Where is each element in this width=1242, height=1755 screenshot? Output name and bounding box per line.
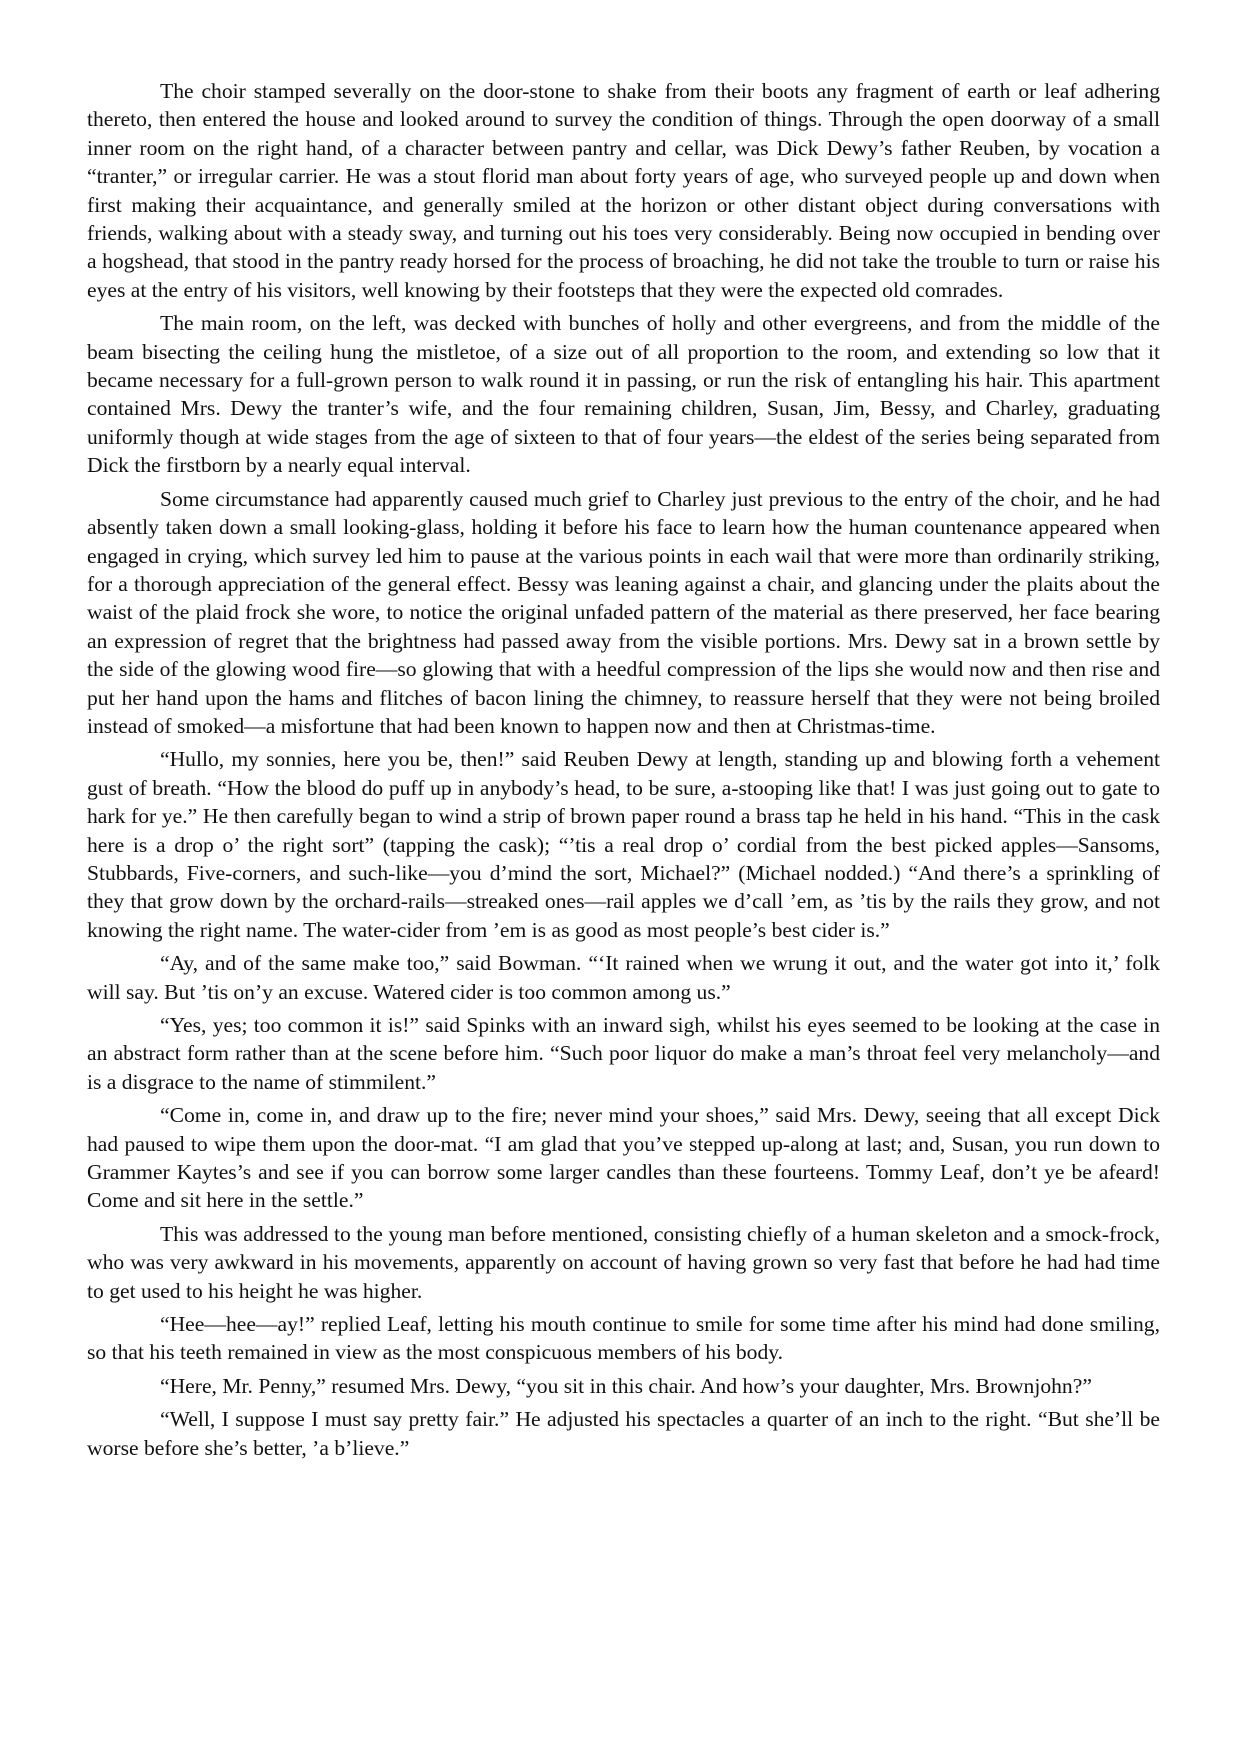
paragraph-spinks: “Yes, yes; too common it is!” said Spinks with an inward sigh, whilst his eyes seemed to be looking at the case in an abstract form rather than at the scene before him. “Such poor liquor do make a man’s throat feel very melancholy—and is a disgrace to the name of stimmilent.” bbox=[87, 1013, 1160, 1094]
paragraph-choir-enters: The choir stamped severally on the door-stone to shake from their boots any fragment of earth or leaf adhering thereto, then entered the house and looked around to survey the condition of things. Through the open doorway of a small inner room on the right hand, of a character between pantry and cellar, was Dick Dewy’s father Reuben, by vocation a “tranter,” or irregular carrier. He was a stout florid man about forty years of age, who surveyed people up and down when first making their acquaintance, and generally smiled at the horizon or other distant object during conversations with friends, walking about with a steady sway, and turning out his toes very considerably. Being now occupied in bending over a hogshead, that stood in the pantry ready horsed for the process of broaching, he did not take the trouble to turn or raise his eyes at the entry of his visitors, well knowing by their footsteps that they were the expected old comrades. bbox=[87, 79, 1160, 302]
paragraph-charley-bessy: Some circumstance had apparently caused much grief to Charley just previous to the entry of the choir, and he had absently taken down a small looking-glass, holding it before his face to learn how the human countenance appeared when engaged in crying, which survey led him to pause at the various points in each wail that were more than ordinarily striking, for a thorough appreciation of the general effect. Bessy was leaning against a chair, and glancing under the plaits about the waist of the plaid frock she wore, to notice the original unfaded pattern of the material as there preserved, her face bearing an expression of regret that the brightness had passed away from the visible portions. Mrs. Dewy sat in a brown settle by the side of the glowing wood fire—so glowing that with a heedful compression of the lips she would now and then rise and put her hand upon the hams and flitches of bacon lining the chimney, to reassure herself that they were not being broiled instead of smoked—a misfortune that had been known to happen now and then at Christmas-time. bbox=[87, 486, 1160, 738]
paragraph-bowman: “Ay, and of the same make too,” said Bowman. “‘It rained when we wrung it out, and the water got into it,’ folk will say. But ’tis on’y an excuse. Watered cider is too common among us.” bbox=[87, 951, 1160, 1004]
paragraph-leaf-reply: “Hee—hee—ay!” replied Leaf, letting his mouth continue to smile for some time after his mind had done smiling, so that his teeth remained in view as the most conspicuous members of his body. bbox=[87, 1312, 1160, 1365]
document-page bbox=[87, 77, 1160, 1467]
paragraph-main-room: The main room, on the left, was decked with bunches of holly and other evergreens, and from the middle of the beam bisecting the ceiling hung the mistletoe, of a size out of all proportion to the room, and extending so low that it became necessary for a full-grown person to walk round it in passing, or run the risk of entangling his hair. This apartment contained Mrs. Dewy the tranter’s wife, and the four remaining children, Susan, Jim, Bessy, and Charley, graduating uniformly though at wide stages from the age of sixteen to that of four years—the eldest of the series being separated from Dick the firstborn by a nearly equal interval. bbox=[87, 311, 1160, 478]
paragraph-penny-reply: “Well, I suppose I must say pretty fair.” He adjusted his spectacles a quarter of an inch to the right. “But she’ll be worse before she’s better, ’a b’lieve.” bbox=[87, 1407, 1160, 1460]
paragraph-mrs-dewy-welcome: “Come in, come in, and draw up to the fire; never mind your shoes,” said Mrs. Dewy, seeing that all except Dick had paused to wipe them upon the door-mat. “I am glad that you’ve stepped up-along at last; and, Susan, you run down to Grammer Kaytes’s and see if you can borrow some larger candles than these fourteens. Tommy Leaf, don’t ye be afeard! Come and sit here in the settle.” bbox=[87, 1103, 1160, 1213]
paragraph-mr-penny: “Here, Mr. Penny,” resumed Mrs. Dewy, “you sit in this chair. And how’s your daughter, Mrs. Brownjohn?” bbox=[160, 1373, 1092, 1398]
paragraph-young-man: This was addressed to the young man before mentioned, consisting chiefly of a human skeleton and a smock-frock, who was very awkward in his movements, apparently on account of having grown so very fast that before he had had time to get used to his height he was higher. bbox=[87, 1221, 1160, 1303]
paragraph-reuben-cider: “Hullo, my sonnies, here you be, then!” said Reuben Dewy at length, standing up and blowing forth a vehement gust of breath. “How the blood do puff up in anybody’s head, to be sure, a-stooping like that! I was just going out to gate to hark for ye.” He then carefully began to wind a strip of brown paper round a brass tap he held in his hand. “This in the cask here is a drop o’ the right sort” (tapping the cask); “’tis a real drop o’ cordial from the best picked apples—Sansoms, Stubbards, Five-corners, and such-like—you d’mind the sort, Michael?” (Michael nodded.) “And there’s a sprinkling of they that grow down by the orchard-rails—streaked ones—rail apples we d’call ’em, as ’tis by the rails they grow, and not knowing the right name. The water-cider from ’em is as good as most people’s best cider is.” bbox=[87, 747, 1160, 942]
